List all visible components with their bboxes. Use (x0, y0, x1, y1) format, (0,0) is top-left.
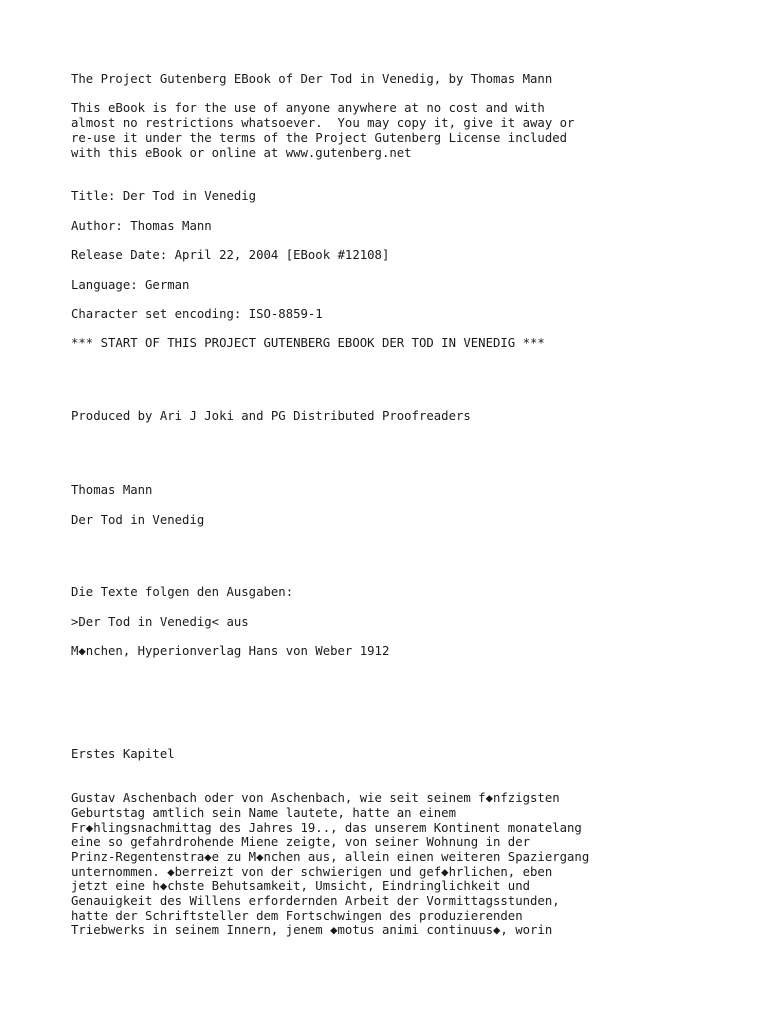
license-line: re-use it under the terms of the Project Gutenberg License included (71, 131, 568, 145)
edition-source-line: >Der Tod in Venedig< aus (71, 615, 249, 629)
release-date-line: Release Date: April 22, 2004 [EBook #12108] (71, 248, 390, 262)
paragraph-line: Prinz-Regentenstra◆e zu M◆nchen aus, allein einen weiteren Spaziergang (71, 850, 590, 864)
paragraph-line: Triebwerks in seinem Innern, jenem ◆motus animi continuus◆, worin (71, 923, 553, 937)
title-line: Title: Der Tod in Venedig (71, 189, 257, 203)
paragraph-line: unternommen. ◆berreizt von der schwierigen und gef◆hrlichen, eben (71, 865, 553, 879)
license-line: This eBook is for the use of anyone anywhere at no cost and with (71, 101, 545, 115)
paragraph-line: hatte der Schriftsteller dem Fortschwingen des produzierenden (71, 909, 523, 923)
paragraph-line: eine so gefahrdrohende Miene zeigte, von seiner Wohnung in der (71, 835, 531, 849)
start-marker-line: *** START OF THIS PROJECT GUTENBERG EBOOK DER TOD IN VENEDIG *** (71, 336, 545, 350)
paragraph-line: Geburtstag amtlich sein Name lautete, hatte an einem (71, 806, 456, 820)
language-line: Language: German (71, 278, 190, 292)
author-line: Author: Thomas Mann (71, 219, 212, 233)
license-line: with this eBook or online at www.gutenberg.net (71, 146, 412, 160)
book-author-line: Thomas Mann (71, 483, 153, 497)
ebook-header-line: The Project Gutenberg EBook of Der Tod in Venedig, by Thomas Mann (71, 72, 553, 86)
paragraph-line: Genauigkeit des Willens erfordernden Arbeit der Vormittagsstunden, (71, 894, 560, 908)
edition-note-line: Die Texte folgen den Ausgaben: (71, 585, 294, 599)
book-title-line: Der Tod in Venedig (71, 513, 205, 527)
paragraph-line: Gustav Aschenbach oder von Aschenbach, wie seit seinem f◆nfzigsten (71, 791, 560, 805)
paragraph-line: jetzt eine h◆chste Behutsamkeit, Umsicht, Eindringlichkeit und (71, 879, 531, 893)
encoding-line: Character set encoding: ISO-8859-1 (71, 307, 323, 321)
license-line: almost no restrictions whatsoever. You may copy it, give it away or (71, 116, 575, 130)
edition-publisher-line: M◆nchen, Hyperionverlag Hans von Weber 1912 (71, 644, 390, 658)
produced-by-line: Produced by Ari J Joki and PG Distributed Proofreaders (71, 409, 471, 423)
paragraph-line: Fr◆hlingsnachmittag des Jahres 19.., das unserem Kontinent monatelang (71, 821, 582, 835)
chapter-heading: Erstes Kapitel (71, 747, 175, 761)
